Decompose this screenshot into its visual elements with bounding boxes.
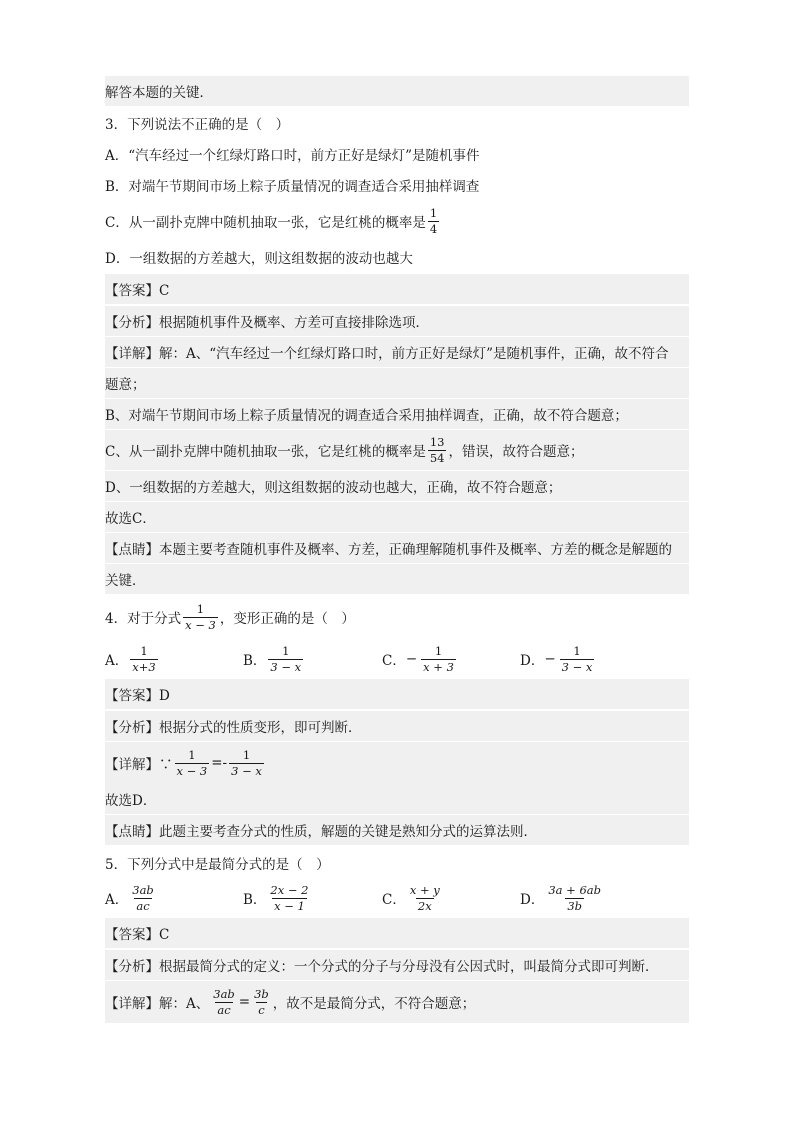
q5-detail <box>105 981 689 1023</box>
q4-detail-equals: =- <box>211 755 228 771</box>
prev-solution-line <box>105 76 689 106</box>
fraction-numerator: 1 <box>573 644 581 659</box>
fraction-numerator: 1 <box>282 644 290 659</box>
option-fraction <box>268 884 310 911</box>
q4-analysis-text: 【分析】根据分式的性质变形，即可判断． <box>105 720 362 736</box>
q4-comment-text: 【点睛】此题主要考查分式的性质，解题的关键是熟知分式的运算法则． <box>105 824 537 840</box>
fraction-denominator: x + 3 <box>423 659 454 674</box>
q3-option-a-text: A．“汽车经过一个红绿灯路口时，前方正好是绿灯”是随机事件 <box>105 148 480 164</box>
fraction-denominator: 4 <box>429 221 438 236</box>
fraction-numerator: 13 <box>429 435 445 450</box>
q4-option-d <box>520 645 596 672</box>
fraction-numerator: 1 <box>196 602 205 617</box>
fraction-numerator: 1 <box>140 644 148 659</box>
q3-comment-b <box>105 564 689 594</box>
q4-option-b <box>243 645 305 672</box>
fraction-denominator: x − 3 <box>185 617 216 632</box>
q4-stem-fraction <box>183 603 218 630</box>
option-label: B． <box>243 653 267 669</box>
fraction-numerator: 2x − 2 <box>270 883 309 898</box>
q3-comment <box>105 533 689 563</box>
q3-option-c <box>105 204 689 238</box>
q3-detail-2-text: B、对端午节期间市场上粽子质量情况的调查适合采用抽样调查，正确，故不符合题意； <box>105 408 628 424</box>
fraction-denominator: 3 − x <box>561 659 593 674</box>
q4-detail-fraction-1 <box>175 749 210 776</box>
q3-comment-text: 【点睛】本题主要考查随机事件及概率、方差，正确理解随机事件及概率、方差的概念是解题的 <box>105 542 672 558</box>
q4-comment <box>105 815 689 845</box>
q3-option-b <box>105 170 689 200</box>
q4-choose <box>105 784 689 814</box>
q5-detail-fraction-1 <box>211 988 237 1015</box>
q3-detail-1b <box>105 368 689 398</box>
prev-solution-text: 解答本题的关键． <box>105 85 213 101</box>
fraction-denominator: 2x <box>417 898 432 913</box>
q3-option-c-fraction <box>428 207 439 234</box>
fraction-numerator: 3ab <box>132 883 154 898</box>
q3-choose-text: 故选C． <box>105 511 156 527</box>
q5-analysis-text: 【分析】根据最简分式的定义：一个分式的分子与分母没有公因式时，叫最简分式即可判断． <box>105 959 659 975</box>
option-label: D． <box>520 892 545 908</box>
q3-option-a <box>105 139 689 169</box>
q5-option-a <box>105 884 158 911</box>
q3-detail-3-post-text: ，错误，故符合题意； <box>448 444 584 460</box>
q5-options-row <box>105 878 689 918</box>
q5-stem <box>105 848 689 878</box>
q3-detail-1-text: 【详解】解：A、“汽车经过一个红绿灯路口时，前方正好是绿灯”是随机事件，正确，故不符合 <box>105 346 669 362</box>
fraction-denominator: 3b <box>567 898 582 913</box>
q4-detail-text: 【详解】∵ <box>105 757 173 773</box>
fraction-denominator: 54 <box>429 450 445 465</box>
q3-analysis <box>105 306 689 336</box>
q5-detail-fraction-2 <box>252 988 271 1015</box>
q4-answer-text: 【答案】D <box>105 688 170 704</box>
q3-detail-1b-text: 题意； <box>105 377 146 393</box>
q3-option-c-text: C．从一副扑克牌中随机抽取一张，它是红桃的概率是 <box>105 215 426 231</box>
fraction-numerator: 3ab <box>213 987 235 1002</box>
q4-stem-text: 4．对于分式 <box>105 611 182 627</box>
option-fraction <box>546 884 603 911</box>
q4-answer <box>105 679 689 709</box>
q3-option-d <box>105 242 689 272</box>
q3-analysis-text: 【分析】根据随机事件及概率、方差可直接排除选项． <box>105 315 429 331</box>
q5-option-b <box>243 884 313 911</box>
fraction-denominator: x − 3 <box>176 763 208 778</box>
q3-detail-4 <box>105 471 689 501</box>
fraction-denominator: ac <box>136 898 150 913</box>
q4-option-c <box>382 645 458 672</box>
q3-detail-2 <box>105 399 689 429</box>
q5-detail-equals: = <box>238 994 251 1010</box>
option-fraction <box>421 645 456 672</box>
fraction-numerator: 1 <box>434 644 443 659</box>
option-label: A． <box>105 653 129 669</box>
q5-answer-text: 【答案】C <box>105 927 170 943</box>
fraction-denominator: ac <box>217 1002 231 1017</box>
q5-stem-text: 5．下列分式中是最简分式的是（ ） <box>105 857 330 873</box>
fraction-numerator: 3b <box>254 987 269 1002</box>
q3-detail-4-text: D、一组数据的方差越大，则这组数据的波动也越大，正确，故不符合题意； <box>105 480 562 496</box>
q3-detail-3 <box>105 430 689 470</box>
q3-detail-3-text: C、从一副扑克牌中随机抽取一张，它是红桃的概率是 <box>105 444 426 460</box>
option-label: C． <box>382 892 406 908</box>
q5-answer <box>105 918 689 948</box>
option-sign: − <box>405 651 418 667</box>
q3-answer-text: 【答案】C <box>105 283 170 299</box>
fraction-denominator: x − 1 <box>274 898 305 913</box>
q5-option-c <box>382 884 444 911</box>
q3-detail-3-fraction <box>428 436 447 463</box>
q3-stem <box>105 108 689 138</box>
q4-options-row <box>105 639 689 679</box>
q3-choose <box>105 502 689 532</box>
fraction-denominator: x+3 <box>132 659 156 674</box>
fraction-denominator: 3 − x <box>270 659 302 674</box>
q3-comment-b-text: 关键． <box>105 573 146 589</box>
fraction-numerator: 3a + 6ab <box>548 883 601 898</box>
q5-analysis <box>105 950 689 980</box>
q4-analysis <box>105 711 689 741</box>
option-label: A． <box>105 892 129 908</box>
fraction-denominator: 3 − x <box>231 763 262 778</box>
option-fraction <box>408 884 442 911</box>
option-label: D． <box>520 653 545 669</box>
fraction-numerator: 1 <box>188 748 196 763</box>
option-fraction <box>130 645 157 672</box>
option-label: C． <box>382 653 406 669</box>
q4-detail-fraction-2 <box>229 749 264 776</box>
q3-option-d-text: D．一组数据的方差越大，则这组数据的波动也越大 <box>105 251 413 267</box>
fraction-numerator: 1 <box>429 206 438 221</box>
q3-option-b-text: B．对端午节期间市场上粽子质量情况的调查适合采用抽样调查 <box>105 179 480 195</box>
q5-detail-text: 【详解】解：A、 <box>105 996 210 1012</box>
fraction-denominator: c <box>258 1002 265 1017</box>
fraction-numerator: 1 <box>242 748 251 763</box>
option-fraction <box>130 884 156 911</box>
q3-answer <box>105 274 689 304</box>
option-fraction <box>560 645 595 672</box>
q4-option-a <box>105 645 160 672</box>
q4-stem-post-text: ，变形正确的是（ ） <box>219 611 355 627</box>
q4-choose-text: 故选D． <box>105 793 157 809</box>
q4-detail <box>105 742 689 784</box>
option-label: B． <box>243 892 267 908</box>
q5-detail-post-text: ，故不是最简分式，不符合题意； <box>272 996 476 1012</box>
q3-stem-text: 3．下列说法不正确的是（ ） <box>105 117 290 133</box>
option-fraction <box>268 645 303 672</box>
fraction-numerator: x + y <box>409 883 440 898</box>
q3-detail-1 <box>105 337 689 367</box>
option-sign: − <box>544 651 556 667</box>
q5-option-d <box>520 884 605 911</box>
q4-stem <box>105 598 689 636</box>
